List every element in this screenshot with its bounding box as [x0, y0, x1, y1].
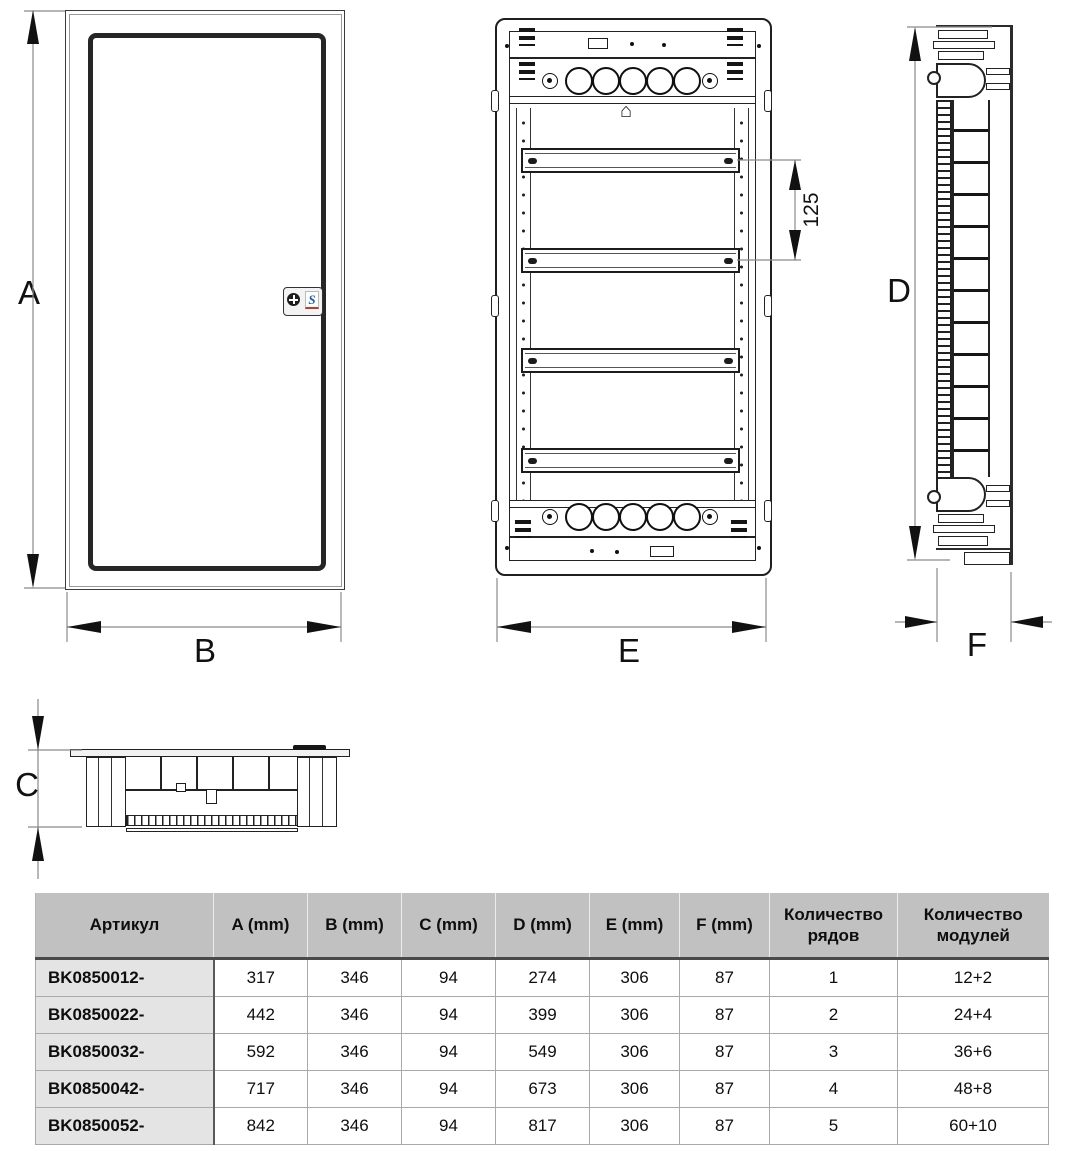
dim-a [24, 10, 65, 588]
value-cell: 673 [496, 1071, 590, 1108]
value-cell: 817 [496, 1108, 590, 1145]
value-cell: 842 [214, 1108, 308, 1145]
article-cell: BK0850052- [36, 1108, 214, 1145]
value-cell: 346 [308, 997, 402, 1034]
value-cell: 87 [680, 997, 770, 1034]
value-cell: 94 [402, 1034, 496, 1071]
dim-d [907, 27, 992, 560]
value-cell: 5 [770, 1108, 898, 1145]
value-cell: 3 [770, 1034, 898, 1071]
value-cell: 306 [590, 1108, 680, 1145]
dim-b [67, 592, 341, 642]
column-header: A (mm) [214, 893, 308, 959]
column-header: F (mm) [680, 893, 770, 959]
value-cell: 36+6 [898, 1034, 1049, 1071]
dim-label-rail-spacing: 125 [800, 192, 823, 228]
value-cell: 317 [214, 959, 308, 997]
value-cell: 442 [214, 997, 308, 1034]
value-cell: 592 [214, 1034, 308, 1071]
column-header: E (mm) [590, 893, 680, 959]
value-cell: 549 [496, 1034, 590, 1071]
value-cell: 717 [214, 1071, 308, 1108]
value-cell: 2 [770, 997, 898, 1034]
value-cell: 399 [496, 997, 590, 1034]
value-cell: 1 [770, 959, 898, 997]
value-cell: 87 [680, 1071, 770, 1108]
article-cell: BK0850032- [36, 1034, 214, 1071]
value-cell: 4 [770, 1071, 898, 1108]
value-cell: 87 [680, 1034, 770, 1071]
dim-label-d: D [887, 272, 911, 309]
column-header: Артикул [36, 893, 214, 959]
value-cell: 306 [590, 997, 680, 1034]
value-cell: 346 [308, 1034, 402, 1071]
dim-label-e: E [617, 632, 640, 669]
house-icon: ⌂ [620, 100, 633, 122]
column-header: C (mm) [402, 893, 496, 959]
dim-f [895, 568, 1052, 642]
dim-label-b: B [193, 632, 216, 669]
value-cell: 48+8 [898, 1071, 1049, 1108]
column-header: Количество рядов [770, 893, 898, 959]
article-cell: BK0850022- [36, 997, 214, 1034]
value-cell: 24+4 [898, 997, 1049, 1034]
column-header: D (mm) [496, 893, 590, 959]
value-cell: 87 [680, 1108, 770, 1145]
value-cell: 94 [402, 997, 496, 1034]
dim-c [28, 699, 82, 879]
dim-label-f: F [966, 626, 988, 663]
value-cell: 306 [590, 959, 680, 997]
article-cell: BK0850042- [36, 1071, 214, 1108]
dim-label-c: C [15, 766, 39, 803]
value-cell: 94 [402, 959, 496, 997]
value-cell: 60+10 [898, 1108, 1049, 1145]
value-cell: 306 [590, 1034, 680, 1071]
value-cell: 274 [496, 959, 590, 997]
brand-logo: S [305, 291, 319, 309]
dim-rail-spacing [737, 160, 801, 260]
value-cell: 346 [308, 959, 402, 997]
value-cell: 306 [590, 1071, 680, 1108]
value-cell: 346 [308, 1071, 402, 1108]
column-header: B (mm) [308, 893, 402, 959]
value-cell: 94 [402, 1108, 496, 1145]
dim-e [497, 578, 766, 642]
value-cell: 346 [308, 1108, 402, 1145]
value-cell: 94 [402, 1071, 496, 1108]
column-header: Количество модулей [898, 893, 1049, 959]
article-cell: BK0850012- [36, 959, 214, 997]
dim-label-a: A [17, 274, 40, 311]
value-cell: 12+2 [898, 959, 1049, 997]
value-cell: 87 [680, 959, 770, 997]
